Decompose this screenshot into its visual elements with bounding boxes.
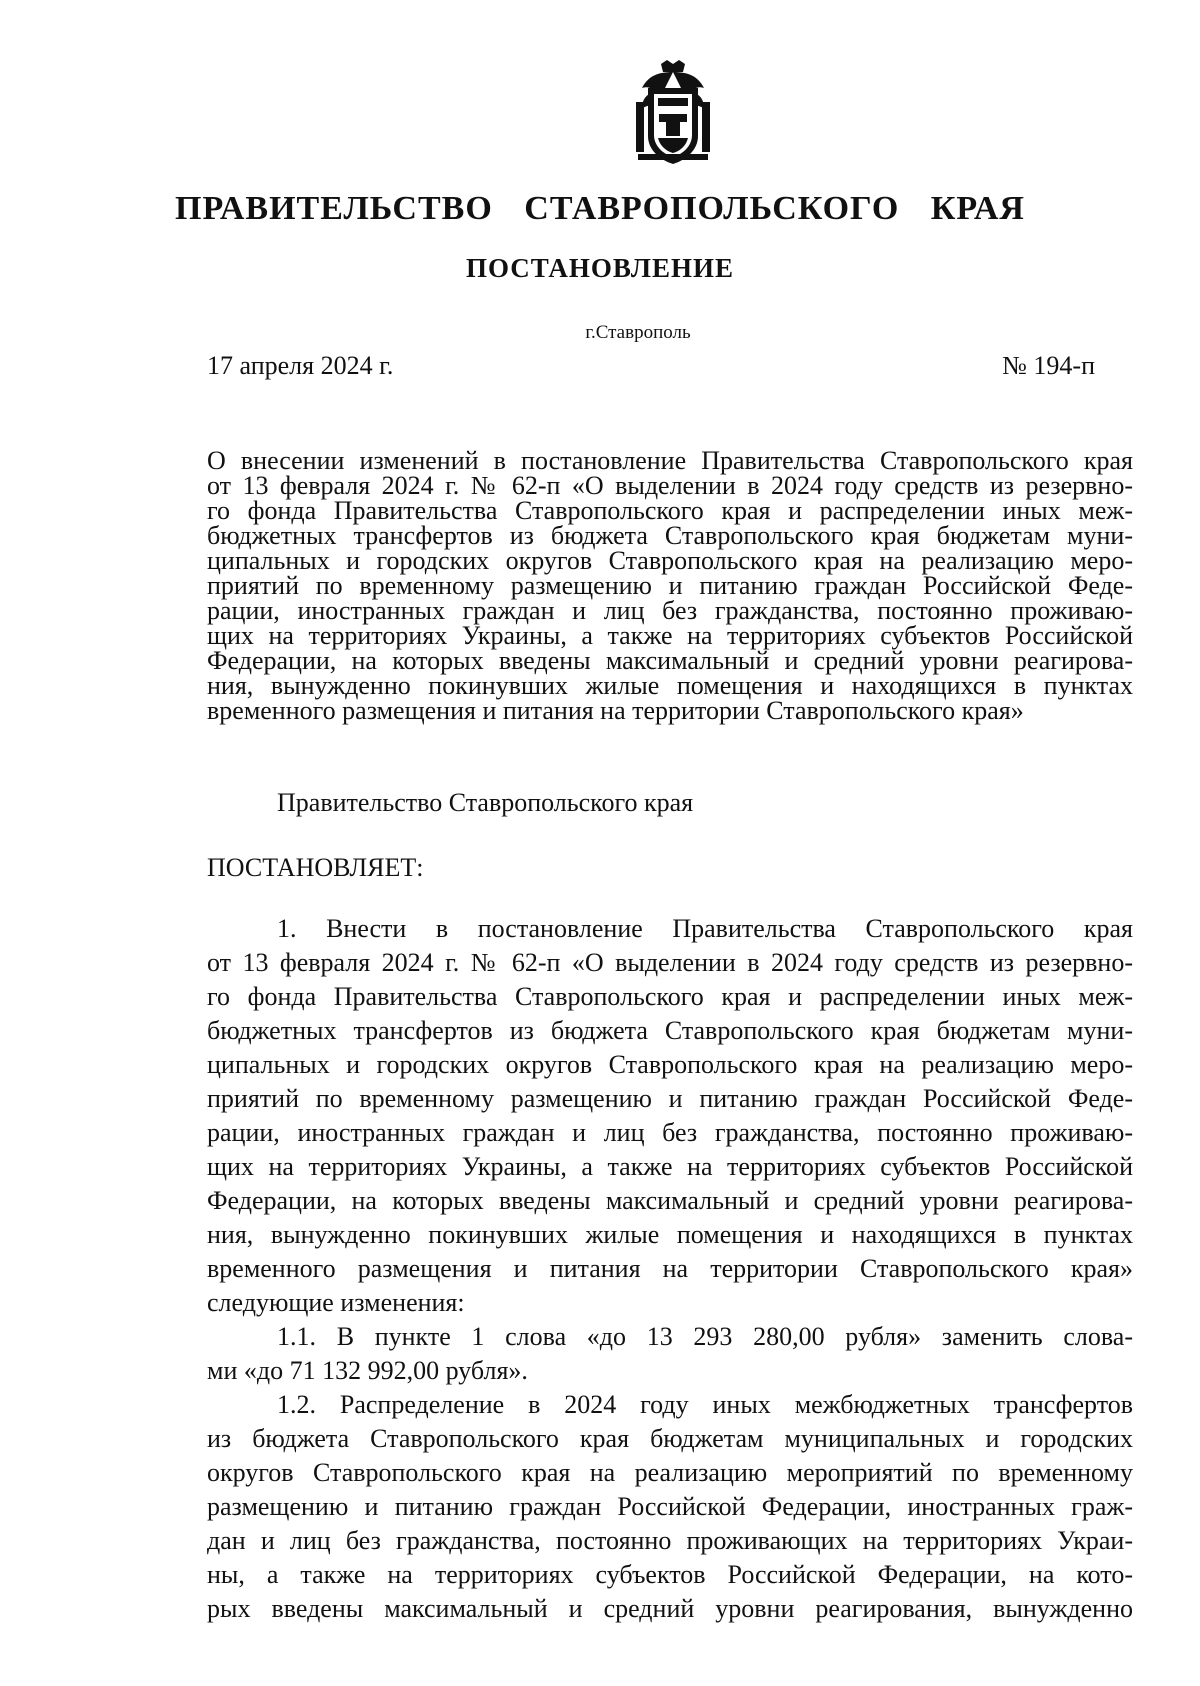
subject-line: приятий по временному размещению и питанию граждан Российской Феде- (207, 571, 1133, 600)
body-line: рых введены максимальный и средний уровни реагирования, вынужденно (207, 1594, 1133, 1623)
subject-line: бюджетных трансфертов из бюджета Ставропольского края бюджетам муни- (207, 521, 1133, 550)
document-number: № 194-п (1002, 351, 1095, 380)
body-line: ципальных и городских округов Ставропольского края на реализацию меро- (207, 1050, 1133, 1079)
body-line: го фонда Правительства Ставропольского края и распределении иных меж- (207, 982, 1133, 1011)
body-line: бюджетных трансфертов из бюджета Ставропольского края бюджетам муни- (207, 1016, 1133, 1045)
city-name: г.Ставрополь (585, 322, 691, 343)
document-body (207, 912, 1133, 1626)
preamble: Правительство Ставропольского края (277, 788, 694, 817)
body-line: размещению и питанию граждан Российской Федерации, иностранных граж- (207, 1492, 1133, 1521)
subject-line: Федерации, на которых введены максимальный и средний уровни реагирова- (207, 646, 1133, 675)
subject-line: О внесении изменений в постановление Правительства Ставропольского края (207, 446, 1133, 475)
document-subject (207, 448, 1133, 723)
document-date: 17 апреля 2024 г. (207, 351, 394, 380)
body-line: ны, а также на территориях субъектов Российской Федерации, на кото- (207, 1560, 1133, 1589)
coat-of-arms-icon (628, 58, 718, 168)
body-line: 1.2. Распределение в 2024 году иных межбюджетных трансфертов (277, 1390, 1133, 1419)
body-line: рации, иностранных граждан и лиц без гражданства, постоянно проживаю- (207, 1118, 1133, 1147)
decree-word: ПОСТАНОВЛЯЕТ: (207, 853, 424, 882)
subject-line: рации, иностранных граждан и лиц без гражданства, постоянно проживаю- (207, 596, 1133, 625)
body-line: от 13 февраля 2024 г. № 62-п «О выделении в 2024 году средств из резервно- (207, 948, 1133, 977)
body-line: 1.1. В пункте 1 слова «до 13 293 280,00 рубля» заменить слова- (277, 1322, 1133, 1351)
body-line: временного размещения и питания на территории Ставропольского края» (207, 1254, 1133, 1283)
body-line: дан и лиц без гражданства, постоянно проживающих на территориях Украи- (207, 1526, 1133, 1555)
subject-line: ципальных и городских округов Ставропольского края на реализацию меро- (207, 546, 1133, 575)
body-line: следующие изменения: (207, 1288, 465, 1317)
body-line: округов Ставропольского края на реализацию мероприятий по временному (207, 1458, 1133, 1487)
body-line: из бюджета Ставропольского края бюджетам муниципальных и городских (207, 1424, 1133, 1453)
body-line: 1. Внести в постановление Правительства Ставропольского края (277, 914, 1133, 943)
body-line: Федерации, на которых введены максимальный и средний уровни реагирова- (207, 1186, 1133, 1215)
body-line: щих на территориях Украины, а также на территориях субъектов Российской (207, 1152, 1133, 1181)
subject-line: щих на территориях Украины, а также на территориях субъектов Российской (207, 621, 1133, 650)
body-line: ния, вынужденно покинувших жилые помещения и находящихся в пунктах (207, 1220, 1133, 1249)
body-line: ми «до 71 132 992,00 рубля». (207, 1356, 528, 1385)
subject-line: го фонда Правительства Ставропольского края и распределении иных меж- (207, 496, 1133, 525)
subject-line: ния, вынужденно покинувших жилые помещения и находящихся в пунктах (207, 671, 1133, 700)
body-line: приятий по временному размещению и питанию граждан Российской Феде- (207, 1084, 1133, 1113)
government-title: ПРАВИТЕЛЬСТВО СТАВРОПОЛЬСКОГО КРАЯ (175, 190, 1025, 227)
subject-line: временного размещения и питания на территории Ставропольского края» (207, 696, 1024, 725)
document-type: ПОСТАНОВЛЕНИЕ (465, 253, 735, 283)
subject-line: от 13 февраля 2024 г. № 62-п «О выделении в 2024 году средств из резервно- (207, 471, 1133, 500)
